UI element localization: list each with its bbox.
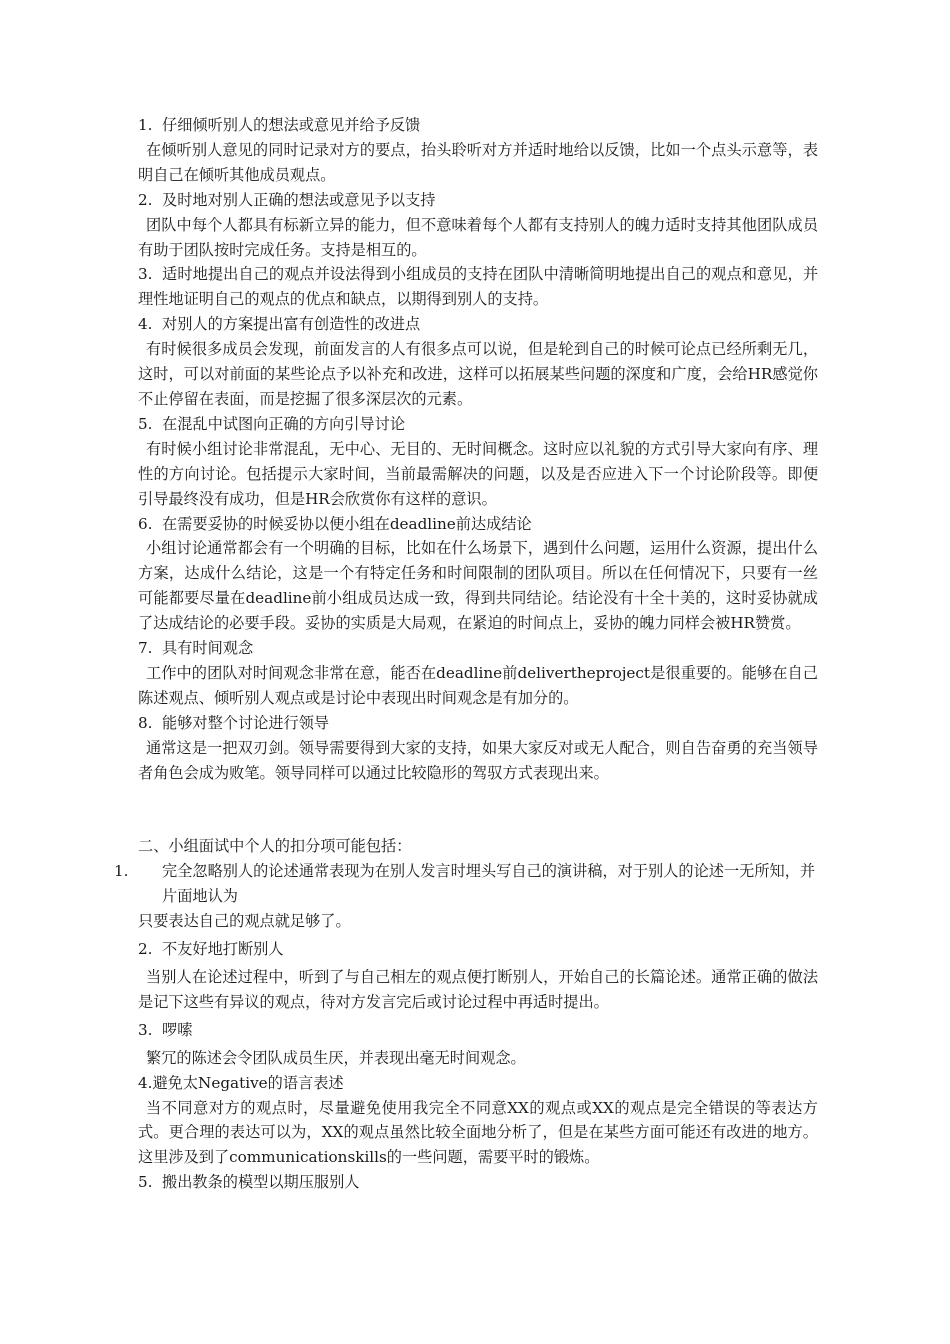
item-body: 通常这是一把双刃剑。领导需要得到大家的支持，如果大家反对或无人配合，则自告奋勇的充当领导者角色会成为败笔。领导同样可以通过比较隐形的驾驭方式表现出来。 bbox=[138, 738, 818, 782]
item-title: 能够对整个讨论进行领导 bbox=[162, 713, 330, 732]
list-item-heading: 1. 仔细倾听别人的想法或意见并给予反馈 bbox=[138, 116, 421, 134]
item-body: 团队中每个人都具有标新立异的能力，但不意味着每个人都有支持别人的魄力适时支持其他团队成员有助于团队按时完成任务。支持是相互的。 bbox=[138, 215, 818, 259]
item-title: 对别人的方案提出富有创造性的改进点 bbox=[162, 315, 421, 334]
list-item-heading: 5. 搬出教条的模型以期压服别人 bbox=[138, 1173, 360, 1192]
item-body: 当不同意对方的观点时，尽量避免使用我完全不同意XX的观点或XX的观点是完全错误的等表达方式。更合理的表达可以为，XX的观点虽然比较全面地分析了，但是在某些方面可能还有改进的地方。这里涉及到了communicationskills的一些问题，需要平时的锻炼。 bbox=[138, 1098, 818, 1167]
list-item-heading: 1. 完全忽略别人的论述通常表现为在别人发言时埋头写自己的演讲稿，对于别人的论述一无所知，并片面地认为 bbox=[114, 862, 816, 906]
list-item-heading: 4.避免太Negative的语言表述 bbox=[138, 1073, 344, 1092]
list-item-heading: 8. 能够对整个讨论进行领导 bbox=[138, 713, 330, 732]
list-item-heading: 2. 不友好地打断别人 bbox=[138, 940, 284, 959]
item-body: 繁冗的陈述会令团队成员生厌，并表现出毫无时间观念。 bbox=[146, 1048, 526, 1067]
section-heading: 二、小组面试中个人的扣分项可能包括： bbox=[138, 837, 412, 856]
list-item-heading: 6. 在需要妥协的时候妥协以便小组在deadline前达成结论 bbox=[138, 514, 532, 533]
item-body: 小组讨论通常都会有一个明确的目标，比如在什么场景下，遇到什么问题，运用什么资源，提出什么方案，达成什么结论，这是一个有特定任务和时间限制的团队项目。所以在任何情况下，只要有一丝可能都要尽量在deadline前小组成员达成一致，得到共同结论。结论没有十全十美的，这时妥协就成了达成结论的必要手段。妥协的实质是大局观，在紧迫的时间点上，妥协的魄力同样会被HR赞赏。 bbox=[138, 539, 818, 633]
item-title: 在需要妥协的时候妥协以便小组在deadline前达成结论 bbox=[162, 514, 532, 533]
item-body: 有时候很多成员会发现，前面发言的人有很多点可以说，但是轮到自己的时候可论点已经所剩无几，这时，可以对前面的某些论点予以补充和改进，这样可以拓展某些问题的深度和广度，会给HR感觉你不止停留在表面，而是挖掘了很多深层次的元素。 bbox=[138, 340, 818, 408]
item-title: 搬出教条的模型以期压服别人 bbox=[162, 1173, 360, 1192]
section-spacer bbox=[138, 785, 818, 834]
item-title: 及时地对别人正确的想法或意见予以支持 bbox=[162, 190, 436, 209]
item-title: 不友好地打断别人 bbox=[162, 940, 284, 959]
document-body bbox=[114, 113, 818, 1195]
list-item-heading: 7. 具有时间观念 bbox=[138, 639, 254, 658]
list-item-heading: 4. 对别人的方案提出富有创造性的改进点 bbox=[138, 315, 421, 334]
item-title: 具有时间观念 bbox=[162, 639, 254, 658]
item-body: 在倾听别人意见的同时记录对方的要点，抬头聆听对方并适时地给以反馈，比如一个点头示意等，表明自己在倾听其他成员观点。 bbox=[138, 140, 818, 184]
item-title: 适时地提出自己的观点并设法得到小组成员的支持在团队中清晰简明地提出自己的观点和意见，并理性地证明自己的观点的优点和缺点，以期得到别人的支持。 bbox=[138, 265, 818, 309]
item-body: 当别人在论述过程中，听到了与自己相左的观点便打断别人，开始自己的长篇论述。通常正确的做法是记下这些有异议的观点，待对方发言完后或讨论过程中再适时提出。 bbox=[138, 968, 818, 1011]
list-item-heading: 3. 适时地提出自己的观点并设法得到小组成员的支持在团队中清晰简明地提出自己的观点和意见，并理性地证明自己的观点的优点和缺点，以期得到别人的支持。 bbox=[138, 265, 818, 309]
list-item-heading: 5. 在混乱中试图向正确的方向引导讨论 bbox=[138, 414, 405, 433]
item-title: 仔细倾听别人的想法或意见并给予反馈 bbox=[162, 116, 421, 134]
item-title: 在混乱中试图向正确的方向引导讨论 bbox=[162, 414, 405, 433]
item-body: 有时候小组讨论非常混乱，无中心、无目的、无时间概念。这时应以礼貌的方式引导大家向有序、理性的方向讨论。包括提示大家时间，当前最需解决的问题，以及是否应进入下一个讨论阶段等。即便引导最终没有成功，但是HR会欣赏你有这样的意识。 bbox=[138, 439, 818, 508]
list-item-heading: 2. 及时地对别人正确的想法或意见予以支持 bbox=[138, 190, 436, 209]
item-title: 啰嗦 bbox=[162, 1020, 193, 1039]
list-item-heading: 3. 啰嗦 bbox=[138, 1020, 193, 1039]
item-continuation: 只要表达自己的观点就足够了。 bbox=[138, 912, 351, 931]
item-title: 完全忽略别人的论述通常表现为在别人发言时埋头写自己的演讲稿，对于别人的论述一无所知，并片面地认为 bbox=[162, 862, 816, 906]
item-body: 工作中的团队对时间观念非常在意，能否在deadline前delivertheproject是很重要的。能够在自己陈述观点、倾听别人观点或是讨论中表现出时间观念是有加分的。 bbox=[138, 663, 818, 707]
